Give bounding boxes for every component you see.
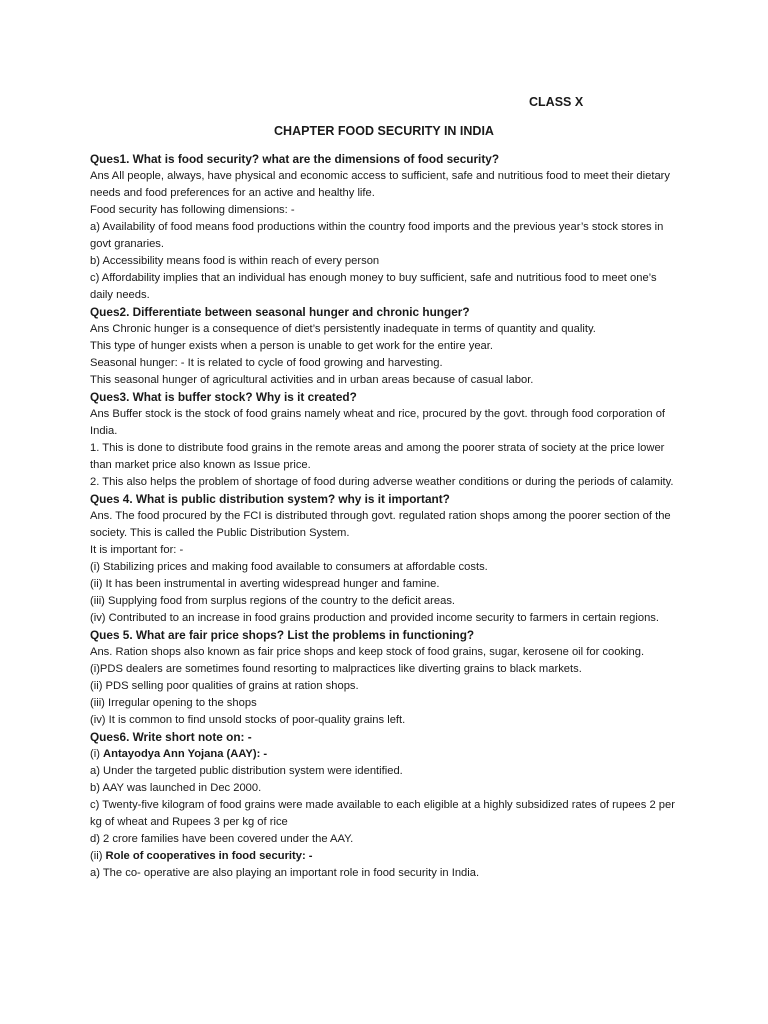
answer-line: Ans Buffer stock is the stock of food grains namely wheat and rice, procured by the govt. through food corporation of India. [90, 408, 666, 437]
subsection-heading [90, 746, 682, 763]
question-heading: Ques 4. What is public distribution system? why is it important? [90, 492, 450, 506]
question-heading: Ques6. Write short note on: - [90, 730, 252, 744]
class-label: CLASS X [529, 95, 584, 109]
answer-line: Ans. The food procured by the FCI is distributed through govt. regulated ration shops among the poorer section of the society. This is called the Public Distribution System. [90, 510, 671, 539]
answer-line: Ans All people, always, have physical and economic access to sufficient, safe and nutritious food to meet their dietary needs and food preferences for an active and healthy life. [90, 170, 671, 199]
answer-line: (i)PDS dealers are sometimes found resorting to malpractices like diverting grains to black markets. [90, 663, 582, 675]
answer-line: c) Affordability implies that an individual has enough money to buy sufficient, safe and nutritious food to meet one’s daily needs. [90, 272, 657, 301]
answer-line: Ans. Ration shops also known as fair price shops and keep stock of food grains, sugar, kerosene oil for cooking. [90, 646, 645, 658]
answer-line: a) The co- operative are also playing an important role in food security in India. [90, 867, 480, 879]
chapter-title: CHAPTER FOOD SECURITY IN INDIA [274, 124, 494, 138]
answer-line: Seasonal hunger: - It is related to cycle of food growing and harvesting. [90, 357, 443, 369]
answer-line: It is important for: - [90, 544, 184, 556]
subsection-title: Antayodya Ann Yojana (AAY): - [103, 748, 268, 760]
question-heading: Ques1. What is food security? what are the dimensions of food security? [90, 152, 500, 166]
answer-line: (i) Stabilizing prices and making food available to consumers at affordable costs. [90, 561, 488, 573]
answer-line: (iii) Supplying food from surplus regions of the country to the deficit areas. [90, 595, 456, 607]
answer-line: This type of hunger exists when a person is unable to get work for the entire year. [90, 340, 493, 352]
answer-line: Food security has following dimensions: - [90, 204, 295, 216]
subsection-number: (ii) [90, 850, 106, 862]
document-body [90, 151, 682, 882]
question-heading: Ques2. Differentiate between seasonal hunger and chronic hunger? [90, 305, 470, 319]
answer-line: c) Twenty-five kilogram of food grains were made available to each eligible at a highly subsidized rates of rupees 2 per kg of wheat and Rupees 3 per kg of rice [90, 799, 675, 828]
answer-line: (iii) Irregular opening to the shops [90, 697, 257, 709]
answer-line: (iv) Contributed to an increase in food grains production and provided income security to farmers in certain regions. [90, 612, 659, 624]
answer-line: a) Availability of food means food productions within the country food imports and the previous year’s stock stores in govt granaries. [90, 221, 664, 250]
question-heading: Ques 5. What are fair price shops? List the problems in functioning? [90, 628, 475, 642]
answer-line: b) Accessibility means food is within reach of every person [90, 255, 380, 267]
answer-line: Ans Chronic hunger is a consequence of diet’s persistently inadequate in terms of quantity and quality. [90, 323, 596, 335]
answer-line: 2. This also helps the problem of shortage of food during adverse weather conditions or during the periods of calamity. [90, 476, 674, 488]
answer-line: (ii) PDS selling poor qualities of grains at ration shops. [90, 680, 359, 692]
answer-line: a) Under the targeted public distribution system were identified. [90, 765, 403, 777]
subsection-heading [90, 848, 682, 865]
answer-line: 1. This is done to distribute food grains in the remote areas and among the poorer strata of society at the price lower than market price also known as Issue price. [90, 442, 665, 471]
answer-line: d) 2 crore families have been covered under the AAY. [90, 833, 354, 845]
answer-line: (iv) It is common to find unsold stocks of poor-quality grains left. [90, 714, 406, 726]
question-heading: Ques3. What is buffer stock? Why is it created? [90, 390, 357, 404]
answer-line: b) AAY was launched in Dec 2000. [90, 782, 262, 794]
answer-line: (ii) It has been instrumental in averting widespread hunger and famine. [90, 578, 440, 590]
subsection-title: Role of cooperatives in food security: - [105, 850, 313, 862]
subsection-number: (i) [90, 748, 104, 760]
answer-line: This seasonal hunger of agricultural activities and in urban areas because of casual labor. [90, 374, 534, 386]
